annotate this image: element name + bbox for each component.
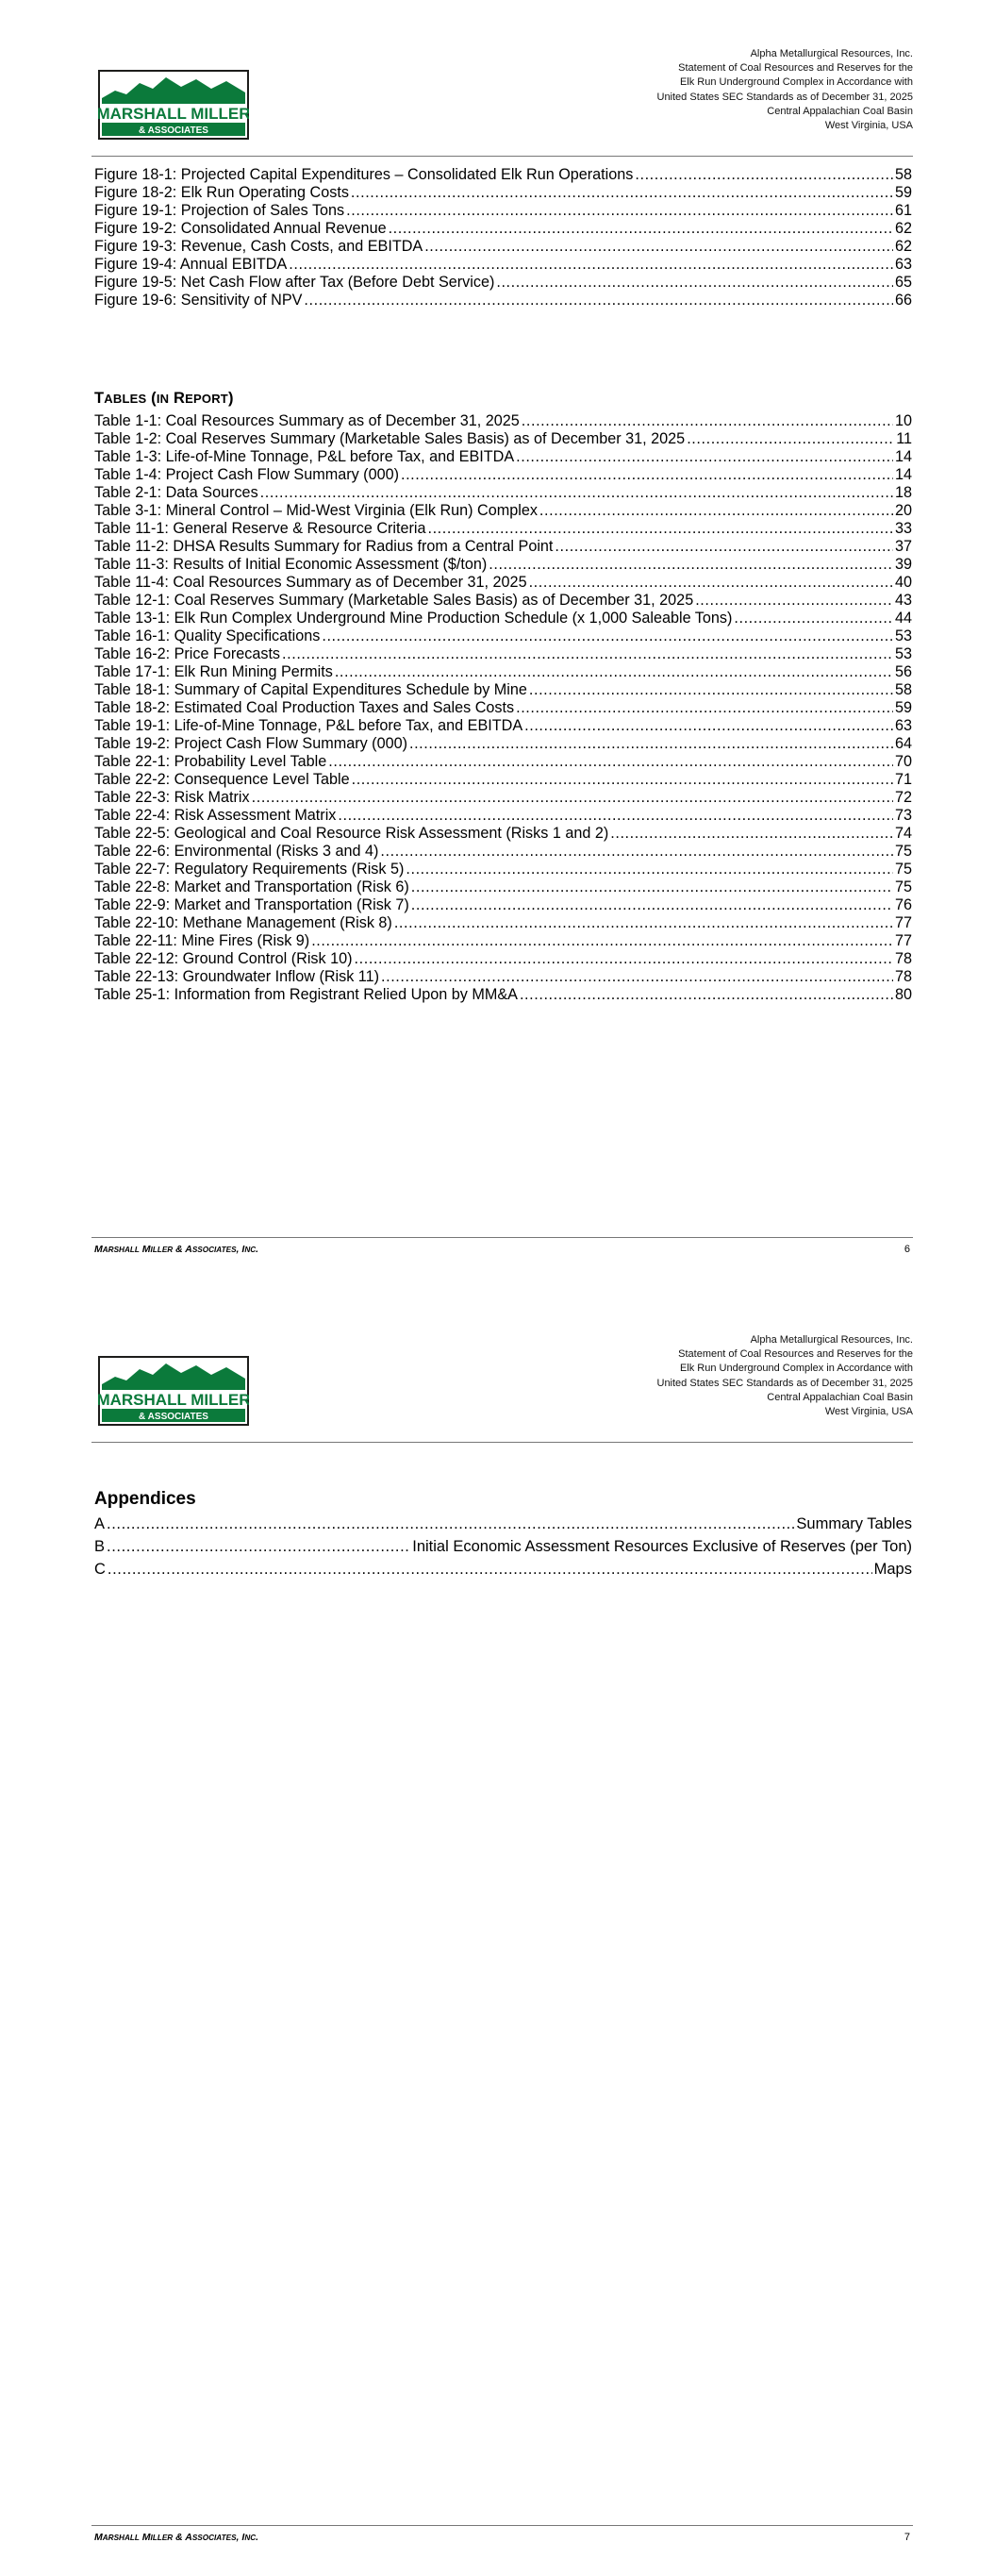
toc-table-entry-page: 43 [894, 592, 912, 609]
dot-leader [522, 412, 893, 430]
toc-table-entry[interactable] [94, 627, 912, 645]
dot-leader [555, 538, 893, 556]
logo-text-sub: & ASSOCIATES [139, 1412, 208, 1422]
toc-table-entry-page: 74 [894, 825, 912, 842]
toc-table-entry-page: 71 [894, 771, 912, 788]
toc-table-entry-page: 72 [894, 789, 912, 806]
dot-leader [687, 430, 894, 448]
toc-table-entry[interactable] [94, 753, 912, 771]
toc-table-entry[interactable] [94, 502, 912, 520]
toc-figure-entry-page: 59 [894, 184, 912, 201]
dot-leader [409, 735, 893, 753]
toc-table-entry-page: 14 [894, 448, 912, 465]
toc-table-entry[interactable] [94, 986, 912, 1004]
dot-leader [346, 202, 893, 220]
toc-table-entry-page: 39 [894, 556, 912, 573]
toc-table-entry-title: Table 17-1: Elk Run Mining Permits [94, 663, 333, 680]
header-line: Central Appalachian Coal Basin [767, 105, 913, 117]
toc-table-entry-page: 64 [894, 735, 912, 752]
dot-leader [516, 699, 893, 717]
dot-leader [539, 502, 893, 520]
toc-table-entry-title: Table 11-4: Coal Resources Summary as of December 31, 2025 [94, 574, 527, 591]
appendices-title: Appendices [94, 1489, 196, 1509]
toc-table-entry-title: Table 16-2: Price Forecasts [94, 645, 281, 662]
footer-divider [91, 1237, 913, 1238]
toc-table-entry-page: 37 [894, 538, 912, 555]
toc-table-entry-title: Table 12-1: Coal Reserves Summary (Marketable Sales Basis) as of December 31, 2025 [94, 592, 694, 609]
toc-table-entry[interactable] [94, 466, 912, 484]
dot-leader [489, 556, 893, 574]
header-line: West Virginia, USA [824, 1406, 913, 1418]
toc-figure-entry[interactable] [94, 166, 912, 184]
toc-table-entry-title: Table 22-2: Consequence Level Table [94, 771, 350, 788]
logo-text-main: MARSHALL MILLER [98, 1391, 249, 1409]
appendix-title: Maps [873, 1561, 912, 1578]
footer-company: MARSHALL MILLER & ASSOCIATES, INC. [94, 1244, 259, 1255]
dot-leader [529, 574, 893, 592]
toc-table-entry[interactable] [94, 878, 912, 896]
toc-table-entry[interactable] [94, 771, 912, 789]
toc-table-entry-page: 58 [894, 681, 912, 698]
toc-table-entry-page: 78 [894, 968, 912, 985]
dot-leader [338, 807, 893, 825]
page-number: 7 [904, 2532, 910, 2543]
dot-leader [734, 610, 893, 627]
toc-table-entry-title: Table 1-1: Coal Resources Summary as of December 31, 2025 [94, 412, 520, 429]
toc-figure-entry-page: 63 [894, 256, 912, 273]
toc-table-entry-page: 77 [894, 914, 912, 931]
figures-list [94, 166, 912, 309]
toc-table-entry-title: Table 1-4: Project Cash Flow Summary (000) [94, 466, 399, 483]
header-divider [91, 1442, 913, 1443]
toc-table-entry-title: Table 22-8: Market and Transportation (Risk 6) [94, 878, 409, 895]
toc-table-entry-title: Table 19-2: Project Cash Flow Summary (000) [94, 735, 407, 752]
toc-figure-entry-title: Figure 19-2: Consolidated Annual Revenue [94, 220, 387, 237]
toc-figure-entry[interactable] [94, 292, 912, 309]
toc-table-entry[interactable] [94, 825, 912, 843]
company-logo [98, 1356, 249, 1426]
toc-figure-entry-page: 66 [894, 292, 912, 309]
tables-list [94, 412, 912, 1004]
toc-table-entry-title: Table 13-1: Elk Run Complex Underground Mine Production Schedule (x 1,000 Saleable Tons) [94, 610, 733, 627]
toc-figure-entry[interactable] [94, 274, 912, 292]
dot-leader [260, 484, 893, 502]
dot-leader [322, 627, 893, 645]
toc-table-entry-page: 10 [894, 412, 912, 429]
toc-table-entry-title: Table 22-1: Probability Level Table [94, 753, 327, 770]
dot-leader [107, 1513, 794, 1535]
toc-table-entry-title: Table 18-2: Estimated Coal Production Taxes and Sales Costs [94, 699, 515, 716]
toc-table-entry-page: 40 [894, 574, 912, 591]
header-line: Alpha Metallurgical Resources, Inc. [750, 1334, 913, 1346]
header-line: United States SEC Standards as of December 31, 2025 [656, 91, 913, 103]
page-number: 6 [904, 1244, 910, 1255]
toc-table-entry-title: Table 11-3: Results of Initial Economic Assessment ($/ton) [94, 556, 488, 573]
page-7 [0, 1288, 995, 2576]
toc-table-entry[interactable] [94, 861, 912, 878]
dot-leader [529, 681, 893, 699]
appendix-entry[interactable] [94, 1535, 912, 1558]
toc-table-entry-title: Table 22-3: Risk Matrix [94, 789, 250, 806]
toc-table-entry[interactable] [94, 699, 912, 717]
appendix-letter: A [94, 1515, 106, 1532]
appendix-entry[interactable] [94, 1513, 912, 1535]
dot-leader [355, 950, 893, 968]
toc-table-entry[interactable] [94, 663, 912, 681]
toc-table-entry-page: 73 [894, 807, 912, 824]
toc-table-entry[interactable] [94, 592, 912, 610]
toc-table-entry-title: Table 3-1: Mineral Control – Mid-West Virginia (Elk Run) Complex [94, 502, 538, 519]
toc-figure-entry[interactable] [94, 220, 912, 238]
toc-table-entry[interactable] [94, 932, 912, 950]
toc-table-entry-title: Table 25-1: Information from Registrant Relied Upon by MM&A [94, 986, 518, 1003]
toc-table-entry[interactable] [94, 789, 912, 807]
toc-figure-entry-page: 61 [894, 202, 912, 219]
dot-leader [335, 663, 893, 681]
toc-table-entry-page: 78 [894, 950, 912, 967]
toc-table-entry-title: Table 22-10: Methane Management (Risk 8) [94, 914, 392, 931]
footer-company: MARSHALL MILLER & ASSOCIATES, INC. [94, 2532, 259, 2543]
dot-leader [282, 645, 893, 663]
dot-leader [411, 878, 893, 896]
dot-leader [304, 292, 893, 309]
dot-leader [406, 861, 893, 878]
toc-table-entry[interactable] [94, 538, 912, 556]
dot-leader [381, 968, 893, 986]
toc-table-entry-page: 75 [894, 843, 912, 860]
dot-leader [411, 896, 893, 914]
header-line: Elk Run Underground Complex in Accordance with [679, 1363, 913, 1375]
toc-table-entry[interactable] [94, 807, 912, 825]
appendices-list [94, 1513, 912, 1581]
header-line: Statement of Coal Resources and Reserves for the [678, 62, 913, 75]
toc-table-entry[interactable] [94, 430, 912, 448]
toc-table-entry-title: Table 22-12: Ground Control (Risk 10) [94, 950, 353, 967]
toc-figure-entry-title: Figure 19-4: Annual EBITDA [94, 256, 288, 273]
toc-figure-entry-page: 58 [894, 166, 912, 183]
tables-heading: TABLES (IN REPORT) [94, 390, 234, 407]
dot-leader [252, 789, 893, 807]
toc-table-entry-page: 20 [894, 502, 912, 519]
appendix-title: Initial Economic Assessment Resources Exclusive of Reserves (per Ton) [412, 1538, 912, 1555]
dot-leader [496, 274, 893, 292]
toc-table-entry[interactable] [94, 574, 912, 592]
toc-figure-entry[interactable] [94, 256, 912, 274]
toc-table-entry[interactable] [94, 968, 912, 986]
dot-leader [351, 184, 893, 202]
header-line: West Virginia, USA [824, 120, 913, 132]
header-line: Central Appalachian Coal Basin [767, 1391, 913, 1403]
toc-table-entry-page: 11 [896, 430, 912, 447]
footer-divider [91, 2525, 913, 2526]
toc-table-entry-title: Table 22-9: Market and Transportation (Risk 7) [94, 896, 409, 913]
toc-table-entry-page: 80 [894, 986, 912, 1003]
toc-table-entry[interactable] [94, 412, 912, 430]
dot-leader [311, 932, 893, 950]
toc-figure-entry-page: 65 [894, 274, 912, 291]
header-line: Elk Run Underground Complex in Accordance with [679, 76, 913, 89]
header-line: Statement of Coal Resources and Reserves for the [678, 1348, 913, 1361]
dot-leader [389, 220, 893, 238]
toc-table-entry-page: 77 [894, 932, 912, 949]
dot-leader [427, 520, 893, 538]
toc-figure-entry-title: Figure 19-6: Sensitivity of NPV [94, 292, 303, 309]
dot-leader [394, 914, 893, 932]
logo-text-sub: & ASSOCIATES [139, 125, 208, 136]
document-header [657, 1333, 914, 1419]
toc-table-entry[interactable] [94, 645, 912, 663]
toc-table-entry-page: 18 [894, 484, 912, 501]
toc-table-entry[interactable] [94, 896, 912, 914]
dot-leader [328, 753, 893, 771]
toc-table-entry-title: Table 22-6: Environmental (Risks 3 and 4) [94, 843, 379, 860]
dot-leader [352, 771, 893, 789]
toc-table-entry-page: 53 [894, 645, 912, 662]
toc-table-entry[interactable] [94, 717, 912, 735]
toc-table-entry[interactable] [94, 556, 912, 574]
toc-table-entry-page: 56 [894, 663, 912, 680]
toc-table-entry-title: Table 18-1: Summary of Capital Expenditures Schedule by Mine [94, 681, 527, 698]
toc-table-entry-title: Table 22-7: Regulatory Requirements (Risk 5) [94, 861, 405, 878]
toc-table-entry[interactable] [94, 610, 912, 627]
toc-table-entry-title: Table 16-1: Quality Specifications [94, 627, 321, 644]
toc-figure-entry-page: 62 [894, 238, 912, 255]
toc-figure-entry-title: Figure 19-3: Revenue, Cash Costs, and EBITDA [94, 238, 423, 255]
company-logo [98, 70, 249, 140]
dot-leader [520, 986, 893, 1004]
toc-table-entry-title: Table 1-2: Coal Reserves Summary (Marketable Sales Basis) as of December 31, 2025 [94, 430, 686, 447]
toc-table-entry-page: 33 [894, 520, 912, 537]
dot-leader [108, 1558, 872, 1581]
toc-figure-entry[interactable] [94, 184, 912, 202]
toc-table-entry-title: Table 22-4: Risk Assessment Matrix [94, 807, 337, 824]
appendix-letter: B [94, 1538, 106, 1555]
toc-table-entry-page: 53 [894, 627, 912, 644]
logo-text-main: MARSHALL MILLER [98, 105, 249, 123]
toc-table-entry[interactable] [94, 484, 912, 502]
header-line: Alpha Metallurgical Resources, Inc. [750, 48, 913, 59]
toc-table-entry-title: Table 2-1: Data Sources [94, 484, 258, 501]
toc-table-entry-page: 44 [894, 610, 912, 627]
dot-leader [695, 592, 893, 610]
toc-table-entry[interactable] [94, 735, 912, 753]
dot-leader [401, 466, 893, 484]
dot-leader [635, 166, 893, 184]
toc-table-entry[interactable] [94, 843, 912, 861]
toc-table-entry-page: 59 [894, 699, 912, 716]
toc-table-entry-page: 76 [894, 896, 912, 913]
dot-leader [289, 256, 893, 274]
toc-figure-entry-page: 62 [894, 220, 912, 237]
dot-leader [524, 717, 893, 735]
toc-table-entry-title: Table 11-1: General Reserve & Resource Criteria [94, 520, 426, 537]
header-line: United States SEC Standards as of December 31, 2025 [656, 1377, 913, 1389]
toc-figure-entry[interactable] [94, 202, 912, 220]
toc-figure-entry-title: Figure 19-1: Projection of Sales Tons [94, 202, 345, 219]
toc-table-entry-page: 75 [894, 878, 912, 895]
appendix-letter: C [94, 1561, 106, 1578]
dot-leader [380, 843, 893, 861]
appendix-title: Summary Tables [796, 1515, 912, 1532]
toc-table-entry-page: 63 [894, 717, 912, 734]
toc-table-entry[interactable] [94, 914, 912, 932]
toc-table-entry-page: 75 [894, 861, 912, 878]
toc-figure-entry[interactable] [94, 238, 912, 256]
header-divider [91, 156, 913, 157]
toc-table-entry-page: 70 [894, 753, 912, 770]
toc-figure-entry-title: Figure 18-1: Projected Capital Expenditures – Consolidated Elk Run Operations [94, 166, 634, 183]
toc-table-entry[interactable] [94, 681, 912, 699]
toc-table-entry-title: Table 1-3: Life-of-Mine Tonnage, P&L before Tax, and EBITDA [94, 448, 515, 465]
appendix-entry[interactable] [94, 1558, 912, 1581]
dot-leader [424, 238, 893, 256]
toc-table-entry-title: Table 22-13: Groundwater Inflow (Risk 11) [94, 968, 380, 985]
dot-leader [610, 825, 893, 843]
toc-table-entry-title: Table 22-5: Geological and Coal Resource Risk Assessment (Risks 1 and 2) [94, 825, 609, 842]
toc-table-entry-title: Table 19-1: Life-of-Mine Tonnage, P&L before Tax, and EBITDA [94, 717, 523, 734]
toc-table-entry[interactable] [94, 520, 912, 538]
toc-table-entry[interactable] [94, 448, 912, 466]
toc-table-entry-page: 14 [894, 466, 912, 483]
toc-figure-entry-title: Figure 19-5: Net Cash Flow after Tax (Before Debt Service) [94, 274, 495, 291]
toc-table-entry[interactable] [94, 950, 912, 968]
dot-leader [107, 1535, 410, 1558]
toc-table-entry-title: Table 22-11: Mine Fires (Risk 9) [94, 932, 310, 949]
dot-leader [516, 448, 893, 466]
toc-table-entry-title: Table 11-2: DHSA Results Summary for Radius from a Central Point [94, 538, 554, 555]
document-header [657, 47, 914, 133]
toc-figure-entry-title: Figure 18-2: Elk Run Operating Costs [94, 184, 349, 201]
